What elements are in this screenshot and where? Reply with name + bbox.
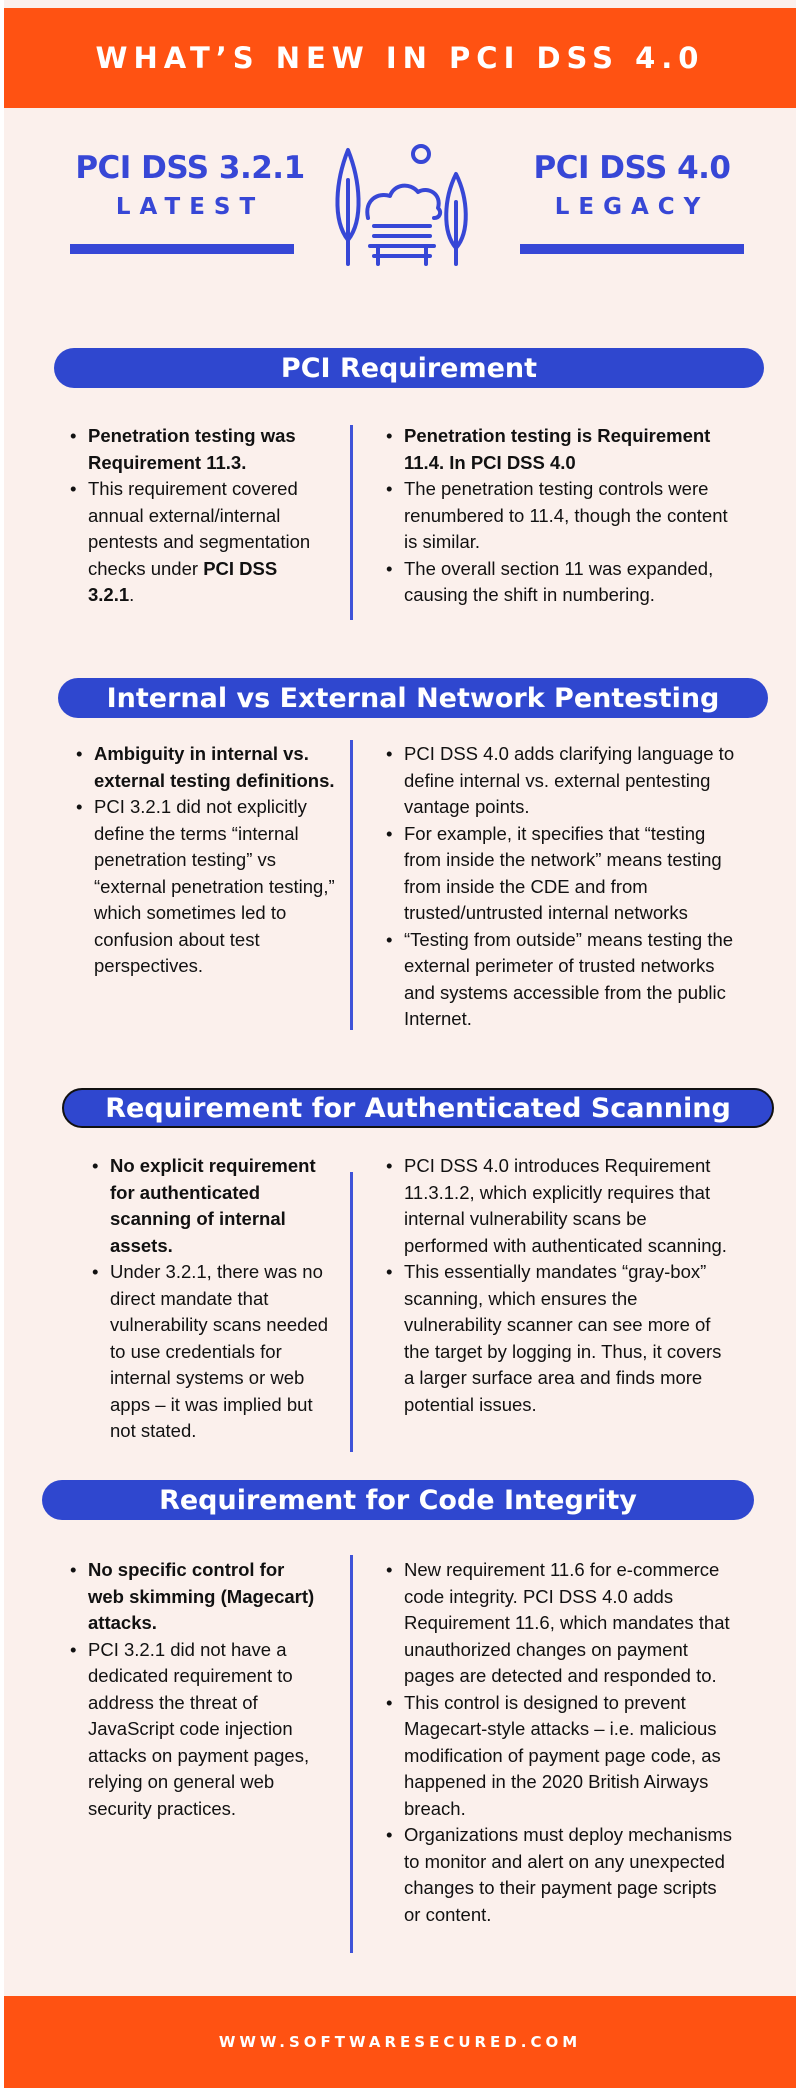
list-item: • Organizations must deploy mechanisms to monitor and alert on any unexpected changes to their payment page scripts or content. — [386, 1822, 736, 1928]
list-item: • PCI 3.2.1 did not have a dedicated requirement to address the threat of JavaScript code injection attacks on payment pages, relying on general web security practices. — [70, 1637, 320, 1823]
header-banner — [4, 8, 796, 108]
list-item: • PCI DSS 4.0 adds clarifying language to define internal vs. external pentesting vantage points. — [386, 741, 736, 821]
version-right-underline — [520, 244, 744, 254]
list-item: • The overall section 11 was expanded, causing the shift in numbering. — [386, 556, 736, 609]
page-title: WHAT’S NEW IN PCI DSS 4.0 — [95, 41, 705, 75]
section-divider — [350, 425, 353, 620]
list-item: • Under 3.2.1, there was no direct mandate that vulnerability scans needed to use credentials for internal systems or web apps – it was implied but not stated. — [92, 1259, 332, 1445]
list-item: • This requirement covered annual external/internal pentests and segmentation checks under PCI DSS 3.2.1. — [70, 476, 320, 609]
park-bench-trees-icon — [330, 140, 474, 266]
list-item: • The penetration testing controls were renumbered to 11.4, though the content is similar. — [386, 476, 736, 556]
section-2-right-list — [386, 741, 736, 1033]
section-4-left-list — [70, 1557, 320, 1822]
version-left-tag: LATEST — [115, 194, 265, 220]
list-item: • Penetration testing is Requirement 11.4. In PCI DSS 4.0 — [386, 423, 736, 476]
version-left-underline — [70, 244, 294, 254]
footer-url-link[interactable]: WWW.SOFTWARESECURED.COM — [218, 2033, 582, 2051]
section-title-code-integrity: Requirement for Code Integrity — [42, 1480, 754, 1520]
section-title-pci-requirement: PCI Requirement — [54, 348, 764, 388]
infographic-page — [4, 0, 796, 2088]
version-right — [512, 150, 752, 220]
section-title-authenticated-scanning: Requirement for Authenticated Scanning — [62, 1088, 774, 1128]
section-1-left-list — [70, 423, 320, 609]
version-left-name: PCI DSS 3.2.1 — [75, 150, 305, 186]
list-item: • No explicit requirement for authenticated scanning of internal assets. — [92, 1153, 332, 1259]
list-item: • New requirement 11.6 for e-commerce code integrity. PCI DSS 4.0 adds Requirement 11.6, which mandates that unauthorized changes on payment pages are detected and responded to. — [386, 1557, 736, 1690]
section-3-left-list — [92, 1153, 332, 1445]
version-left — [70, 150, 310, 220]
list-item: • No specific control for web skimming (Magecart) attacks. — [70, 1557, 320, 1637]
list-item: • For example, it specifies that “testing from inside the network” means testing from inside the CDE and from trusted/untrusted internal networks — [386, 821, 736, 927]
section-divider — [350, 1172, 353, 1452]
version-right-tag: LEGACY — [554, 194, 710, 220]
section-divider — [350, 740, 353, 1030]
list-item: • PCI DSS 4.0 introduces Requirement 11.3.1.2, which explicitly requires that internal vulnerability scans be performed with authenticated scanning. — [386, 1153, 736, 1259]
section-2-left-list — [76, 741, 336, 980]
section-4-right-list — [386, 1557, 736, 1928]
list-item: • This control is designed to prevent Magecart-style attacks – i.e. malicious modification of payment page code, as happened in the 2020 British Airways breach. — [386, 1690, 736, 1823]
list-item: • PCI 3.2.1 did not explicitly define the terms “internal penetration testing” vs “external penetration testing,” which sometimes led to confusion about test perspectives. — [76, 794, 336, 980]
section-1-right-list — [386, 423, 736, 609]
list-item: • This essentially mandates “gray-box” scanning, which ensures the vulnerability scanner can see more of the target by logging in. Thus, it covers a larger surface area and finds more potential issues. — [386, 1259, 736, 1418]
section-title-internal-external: Internal vs External Network Pentesting — [58, 678, 768, 718]
version-right-name: PCI DSS 4.0 — [533, 150, 731, 186]
list-item: • “Testing from outside” means testing the external perimeter of trusted networks and systems accessible from the public Internet. — [386, 927, 736, 1033]
list-item: • Ambiguity in internal vs. external testing definitions. — [76, 741, 336, 794]
section-divider — [350, 1555, 353, 1953]
list-item: • Penetration testing was Requirement 11.3. — [70, 423, 320, 476]
section-3-right-list — [386, 1153, 736, 1418]
footer-banner — [4, 1996, 796, 2088]
